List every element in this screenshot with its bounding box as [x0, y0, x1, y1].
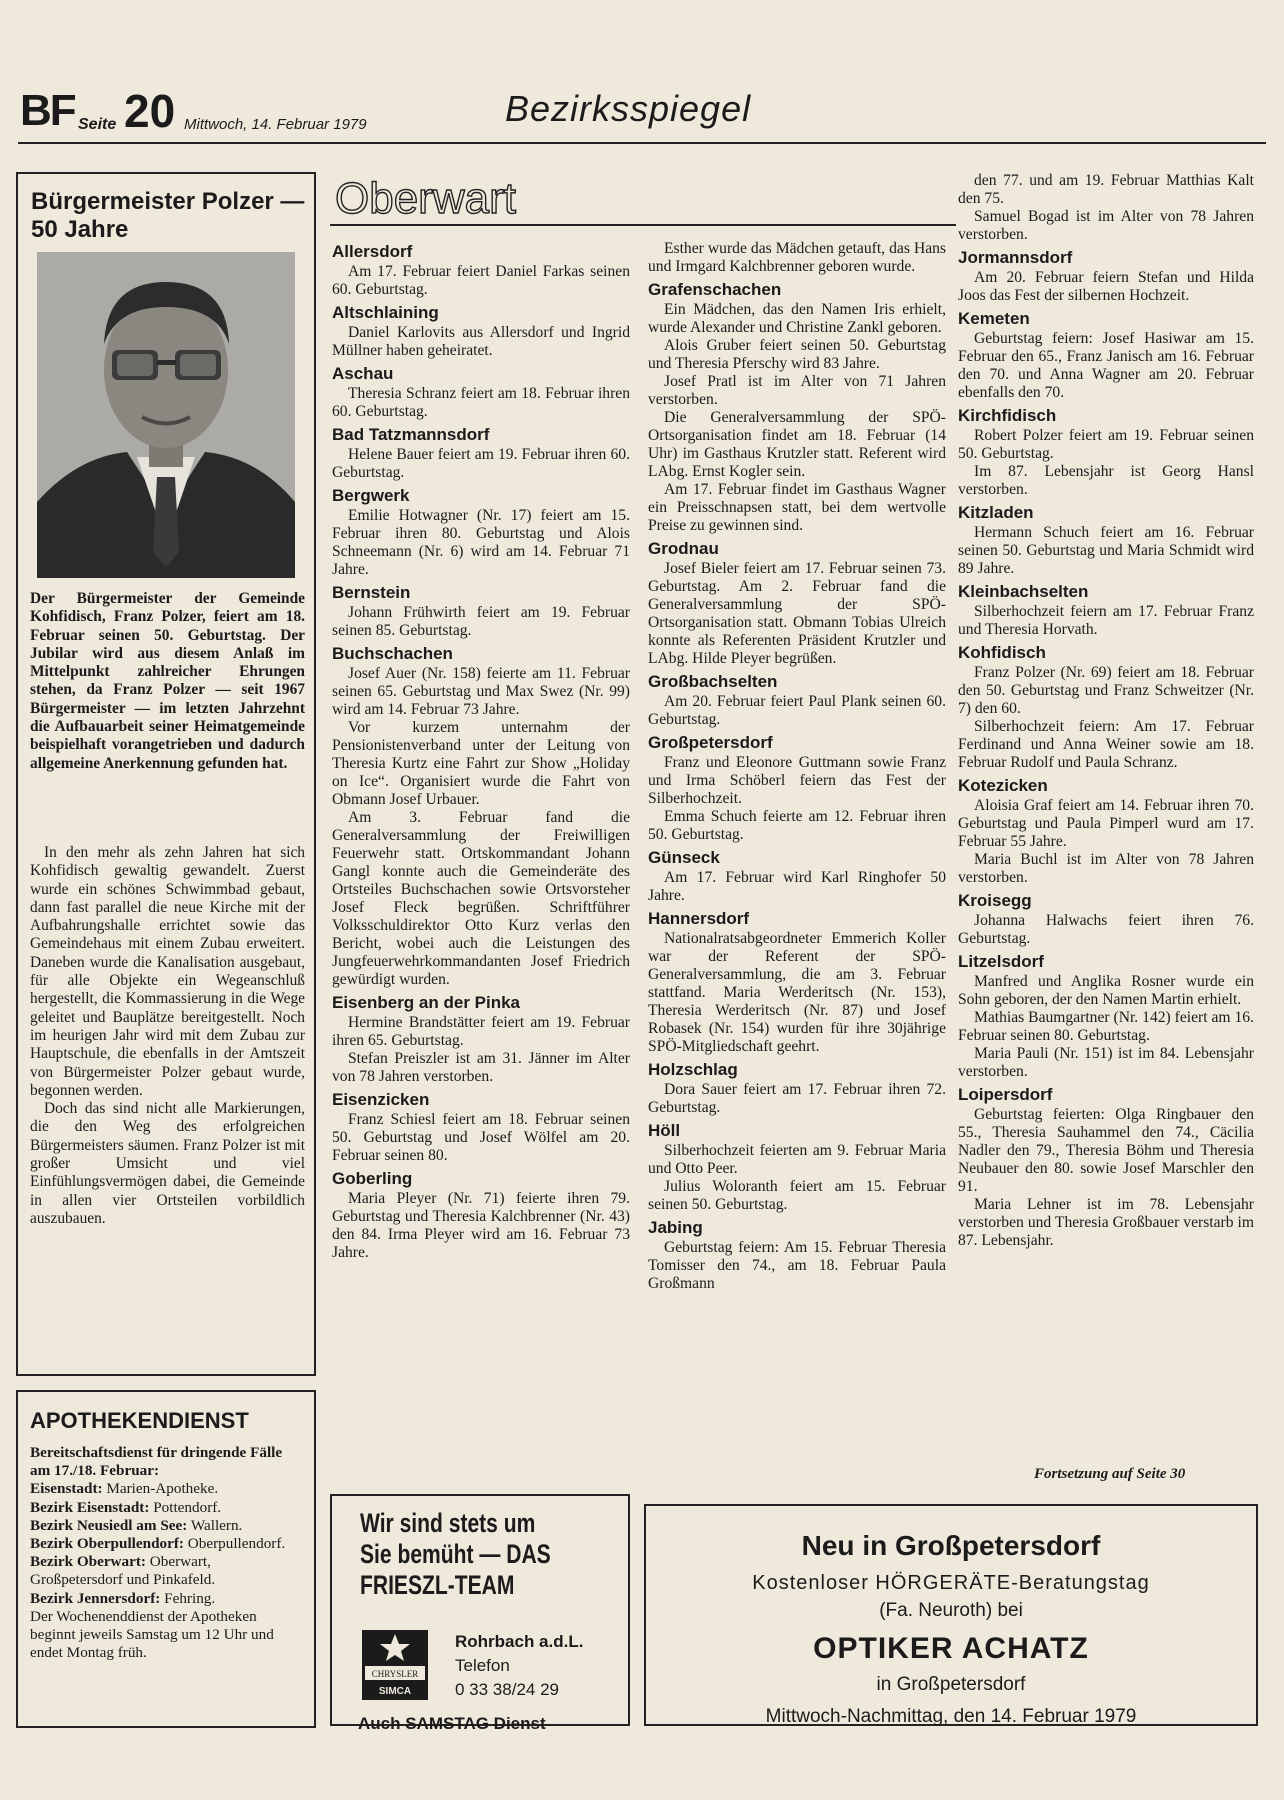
- masthead-rule: [18, 142, 1266, 144]
- news-paragraph: Josef Pratl ist im Alter von 71 Jahren verstorben.: [648, 373, 946, 408]
- news-paragraph: Johanna Halwachs feiert ihren 76. Geburtstag.: [958, 912, 1254, 947]
- achatz-line-6: Mittwoch-Nachmittag, den 14. Februar 1979: [765, 1706, 1137, 1727]
- news-paragraph: Manfred und Anglika Rosner wurde ein Sohn geboren, der den Namen Martin erhielt.: [958, 973, 1254, 1008]
- polzer-lead: Der Bürgermeister der Gemeinde Kohfidisch, Franz Polzer, feiert am 18. Februar seinen 50. Geburtstag. Der Jubilar wird aus diesem Anlaß im Mittelpunkt zahlreicher Ehrungen stehen, da Franz Polzer — seit 1967 Bürgermeister — im letzten Jahrzehnt die Aufbauarbeit seiner Heimatgemeinde beispielhaft vorangetrieben und dadurch allgemeine Anerkennung gefunden hat.: [30, 590, 305, 772]
- locality-heading: Großpetersdorf: [648, 733, 773, 752]
- locality-heading: Altschlaining: [332, 303, 439, 322]
- locality-heading: Jormannsdorf: [958, 248, 1073, 267]
- polzer-paragraph: Doch das sind nicht alle Markierungen, die den Weg des erfolgreichen Bürgermeisters säumen. Franz Polzer ist mit großer Umsicht und viel Einfühlungsvermögen dabei, die Gemeinde in allen vier Ortsteilen vorbildlich auszubauen.: [30, 1100, 305, 1227]
- news-paragraph: Emilie Hotwagner (Nr. 17) feiert am 15. Februar ihren 80. Geburtstag und Alois Schneemann (Nr. 6) wird am 14. Februar 71 Jahre.: [332, 507, 630, 578]
- frieszl-contact: [455, 1630, 583, 1702]
- locality-heading: Kleinbachselten: [958, 582, 1089, 601]
- achatz-line-5: in Großpetersdorf: [876, 1674, 1026, 1695]
- news-paragraph: Samuel Bogad ist im Alter von 78 Jahren verstorben.: [958, 208, 1254, 243]
- locality-heading: Grodnau: [648, 539, 719, 558]
- oberwart-title: Oberwart: [335, 174, 516, 223]
- locality-heading: Kemeten: [958, 309, 1030, 328]
- frieszl-place: Rohrbach a.d.L.: [455, 1632, 584, 1651]
- locality-heading: Aschau: [332, 364, 394, 383]
- apotheke-line: [30, 1517, 305, 1535]
- oberwart-rule: [330, 224, 956, 226]
- apotheke-pharmacy: Der Wochenenddienst der Apotheken beginnt jeweils Samstag um 12 Uhr und endet Montag früh.: [30, 1607, 274, 1662]
- masthead-seite-label: Seite: [78, 116, 117, 133]
- apotheke-district: Eisenstadt:: [30, 1480, 103, 1498]
- locality-heading: Loipersdorf: [958, 1085, 1053, 1104]
- apotheke-list: [30, 1444, 305, 1662]
- apotheke-district: Bezirk Oberwart:: [30, 1553, 146, 1571]
- locality-heading: Großbachselten: [648, 672, 778, 691]
- chrysler-simca-logo: [362, 1630, 428, 1700]
- logo-simca-text: SIMCA: [378, 1686, 412, 1697]
- news-paragraph: Silberhochzeit feiern am 17. Februar Franz und Theresia Horvath.: [958, 603, 1254, 638]
- section-title: Bezirksspiegel: [505, 88, 752, 129]
- news-column-2: [648, 240, 946, 1293]
- news-paragraph: Maria Buchl ist im Alter von 78 Jahren verstorben.: [958, 851, 1254, 886]
- apotheke-line: [30, 1590, 305, 1608]
- news-paragraph: Johann Frühwirth feiert am 19. Februar seinen 85. Geburtstag.: [332, 604, 630, 639]
- achatz-line-3: (Fa. Neuroth) bei: [879, 1600, 1023, 1621]
- news-paragraph: Dora Sauer feiert am 17. Februar ihren 72. Geburtstag.: [648, 1081, 946, 1116]
- apotheke-line: [30, 1480, 305, 1498]
- news-paragraph: den 77. und am 19. Februar Matthias Kalt den 75.: [958, 172, 1254, 207]
- news-paragraph: Im 87. Lebensjahr ist Georg Hansl verstorben.: [958, 463, 1254, 498]
- news-paragraph: Hermann Schuch feiert am 16. Februar seinen 50. Geburtstag und Maria Schmidt wird 89 Jahre.: [958, 524, 1254, 577]
- polzer-headline: Bürgermeister Polzer — 50 Jahre: [31, 188, 305, 243]
- news-paragraph: Am 3. Februar fand die Generalversammlung der Freiwilligen Feuerwehr statt. Ortskommandant Johann Gangl konnte auch die Gemeinderäte des Ortsteiles Buchschachen sowie Ortsvorsteher Josef Fleck begrüßen. Schriftführer Volksschuldirektor Otto Kurz verlas den Bericht, wobei auch die Leistungen des Jungfeuerwehrkommandanten Josef Friedrich gewürdigt wurden.: [332, 809, 630, 988]
- news-paragraph: Maria Pauli (Nr. 151) ist im 84. Lebensjahr verstorben.: [958, 1045, 1254, 1080]
- achatz-line-4: OPTIKER ACHATZ: [813, 1632, 1089, 1665]
- apotheke-pharmacy: Pottendorf.: [149, 1498, 222, 1516]
- locality-heading: Kitzladen: [958, 503, 1034, 522]
- locality-heading: Allersdorf: [332, 242, 413, 261]
- apotheke-pharmacy: Wallern.: [187, 1516, 243, 1534]
- apotheke-line: [30, 1535, 305, 1553]
- apotheke-headline: APOTHEKENDIENST: [30, 1408, 249, 1433]
- masthead-logo: BF: [20, 86, 75, 135]
- news-paragraph: Emma Schuch feierte am 12. Februar ihren 50. Geburtstag.: [648, 808, 946, 843]
- apotheke-district: Bezirk Oberpullendorf:: [30, 1535, 184, 1553]
- apotheke-pharmacy: Oberwart, Großpetersdorf und Pinkafeld.: [30, 1553, 216, 1589]
- polzer-paragraph: In den mehr als zehn Jahren hat sich Kohfidisch gewaltig gewandelt. Zuerst wurde ein schönes Schwimmbad gebaut, dann fast parallel die neue Kirche mit der Aufbahrungshalle errichtet sowie das Gemeindehaus mit einem Zubau erweitert. Daneben wurde die Kanalisation ausgebaut, für alle Objekte ein Wegeanschluß hergestellt, die Kommassierung in die Wege geleitet und Bauplätze bereitgestellt. Noch im heurigen Jahr wird mit dem Zubau zur Hauptschule, die ebenfalls in der Amtszeit von Bürgermeister Polzer gebaut wurde, begonnen werden.: [30, 844, 305, 1099]
- locality-heading: Kotezicken: [958, 776, 1048, 795]
- news-paragraph: Robert Polzer feiert am 19. Februar seinen 50. Geburtstag.: [958, 427, 1254, 462]
- news-paragraph: Maria Lehner ist im 78. Lebensjahr verstorben und Theresia Großbauer verstarb im 87. Lebensjahr.: [958, 1196, 1254, 1249]
- news-paragraph: Maria Pleyer (Nr. 71) feierte ihren 79. Geburtstag und Theresia Kalchbrenner (Nr. 43) den 84. Irma Pleyer wird am 16. Februar 73 Jahre.: [332, 1190, 630, 1261]
- news-paragraph: Vor kurzem unternahm der Pensionistenverband unter der Leitung von Theresia Kurtz eine Fahrt zur Show „Holiday on Ice“. Organisiert wurde die Fahrt von Obmann Josef Urbauer.: [332, 719, 630, 808]
- locality-heading: Grafenschachen: [648, 280, 782, 299]
- locality-heading: Eisenzicken: [332, 1090, 430, 1109]
- locality-heading: Höll: [648, 1121, 681, 1140]
- frieszl-phone-label: Telefon: [455, 1656, 510, 1675]
- apotheke-district: Bezirk Neusiedl am See:: [30, 1516, 188, 1534]
- locality-heading: Goberling: [332, 1169, 413, 1188]
- news-paragraph: Am 20. Februar feiern Stefan und Hilda Joos das Fest der silbernen Hochzeit.: [958, 269, 1254, 304]
- apotheke-district: Bezirk Eisenstadt:: [30, 1498, 150, 1516]
- apotheke-line: [30, 1608, 305, 1663]
- portrait-photo: [37, 252, 295, 578]
- news-paragraph: Geburtstag feiern: Am 15. Februar Theresia Tomisser den 74., am 18. Februar Paula Großmann: [648, 1239, 946, 1292]
- locality-heading: Günseck: [648, 848, 720, 867]
- news-paragraph: Am 17. Februar findet im Gasthaus Wagner ein Preisschnapsen statt, bei dem wertvolle Preise zu gewinnen sind.: [648, 481, 946, 534]
- locality-heading: Litzelsdorf: [958, 952, 1044, 971]
- continuation-note: Fortsetzung auf Seite 30: [1034, 1466, 1186, 1482]
- news-paragraph: Mathias Baumgartner (Nr. 142) feiert am 16. Februar seinen 80. Geburtstag.: [958, 1009, 1254, 1044]
- news-paragraph: Franz Polzer (Nr. 69) feiert am 18. Februar den 50. Geburtstag und Franz Schweitzer (Nr. 7) den 60.: [958, 664, 1254, 717]
- locality-heading: Eisenberg an der Pinka: [332, 993, 521, 1012]
- news-paragraph: Theresia Schranz feiert am 18. Februar ihren 60. Geburtstag.: [332, 385, 630, 420]
- news-paragraph: Die Generalversammlung der SPÖ-Ortsorganisation findet am 18. Februar (14 Uhr) im Gasthaus Krutzler statt. Referent wird LAbg. Ernst Kogler sein.: [648, 409, 946, 480]
- news-paragraph: Esther wurde das Mädchen getauft, das Hans und Irmgard Kalchbrenner geboren wurde.: [648, 240, 946, 275]
- news-paragraph: Hermine Brandstätter feiert am 19. Februar ihren 65. Geburtstag.: [332, 1014, 630, 1049]
- news-paragraph: Am 17. Februar wird Karl Ringhofer 50 Jahre.: [648, 869, 946, 904]
- locality-heading: Bernstein: [332, 583, 411, 602]
- locality-heading: Kirchfidisch: [958, 406, 1057, 425]
- news-paragraph: Alois Gruber feiert seinen 50. Geburtstag und Theresia Pferschy wird 83 Jahre.: [648, 337, 946, 372]
- news-paragraph: Josef Auer (Nr. 158) feierte am 11. Februar seinen 65. Geburtstag und Max Swez (Nr. 99) wird am 14. Februar 73 Jahre.: [332, 665, 630, 718]
- achatz-line-2: Kostenloser HÖRGERÄTE-Beratungstag: [752, 1572, 1150, 1594]
- achatz-line-1: Neu in Großpetersdorf: [801, 1530, 1101, 1561]
- locality-heading: Bergwerk: [332, 486, 410, 505]
- news-paragraph: Am 17. Februar feiert Daniel Farkas seinen 60. Geburtstag.: [332, 263, 630, 298]
- apotheke-line: [30, 1553, 305, 1589]
- apotheke-district: Bezirk Jennersdorf:: [30, 1589, 161, 1607]
- issue-date: Mittwoch, 14. Februar 1979: [184, 116, 367, 133]
- locality-heading: Hannersdorf: [648, 909, 750, 928]
- locality-heading: Jabing: [648, 1218, 703, 1237]
- locality-heading: Holzschlag: [648, 1060, 738, 1079]
- frieszl-ad-headline: Wir sind stets um Sie bemüht — DAS FRIESZL-TEAM: [360, 1508, 551, 1600]
- news-paragraph: Silberhochzeit feiern: Am 17. Februar Ferdinand und Anna Weiner sowie am 18. Februar Rudolf und Paula Schranz.: [958, 718, 1254, 771]
- locality-heading: Kohfidisch: [958, 643, 1046, 662]
- locality-heading: Kroisegg: [958, 891, 1032, 910]
- frieszl-footer: Auch SAMSTAG Dienst: [358, 1714, 546, 1733]
- apotheke-line: [30, 1444, 305, 1480]
- news-paragraph: Franz Schiesl feiert am 18. Februar seinen 50. Geburtstag und Josef Wölfel am 20. Februar seinen 80.: [332, 1111, 630, 1164]
- news-paragraph: Daniel Karlovits aus Allersdorf und Ingrid Müllner haben geheiratet.: [332, 324, 630, 359]
- news-column-1: [332, 238, 630, 1262]
- news-paragraph: Stefan Preiszler ist am 31. Jänner im Alter von 78 Jahren verstorben.: [332, 1050, 630, 1085]
- page-number: 20: [124, 85, 176, 137]
- news-paragraph: Franz und Eleonore Guttmann sowie Franz und Irma Schöberl feiern das Fest der Silberhochzeit.: [648, 754, 946, 807]
- logo-chrysler-text: CHRYSLER: [371, 1669, 419, 1679]
- frieszl-phone: 0 33 38/24 29: [455, 1680, 559, 1699]
- news-paragraph: Nationalratsabgeordneter Emmerich Koller war der Referent der SPÖ-Generalversammlung, die am 3. Februar stattfand. Maria Werderitsch (Nr. 153), Theresia Werderitsch (Nr. 87) und Josef Robasek (Nr. 154) wurden für ihre 30jährige SPÖ-Mitgliedschaft geehrt.: [648, 930, 946, 1055]
- news-column-3: [958, 172, 1254, 1250]
- apotheke-pharmacy: Oberpullendorf.: [183, 1535, 286, 1553]
- news-paragraph: Julius Woloranth feiert am 15. Februar seinen 50. Geburtstag.: [648, 1178, 946, 1213]
- news-paragraph: Aloisia Graf feiert am 14. Februar ihren 70. Geburtstag und Paula Pimperl wurd am 17. Februar 55 Jahre.: [958, 797, 1254, 850]
- polzer-body: [30, 844, 305, 1228]
- apotheke-district: Bereitschaftsdienst für dringende Fälle am 17./18. Februar:: [30, 1444, 283, 1480]
- news-paragraph: Silberhochzeit feierten am 9. Februar Maria und Otto Peer.: [648, 1142, 946, 1177]
- news-paragraph: Am 20. Februar feiert Paul Plank seinen 60. Geburtstag.: [648, 693, 946, 728]
- news-paragraph: Helene Bauer feiert am 19. Februar ihren 60. Geburtstag.: [332, 446, 630, 481]
- locality-heading: Bad Tatzmannsdorf: [332, 425, 490, 444]
- news-paragraph: Geburtstag feiern: Josef Hasiwar am 15. Februar den 65., Franz Janisch am 16. Februar den 70. und Anna Wagner am 20. Februar ebenfalls den 70.: [958, 330, 1254, 401]
- news-paragraph: Josef Bieler feiert am 17. Februar seinen 73. Geburtstag. Am 2. Februar fand die Generalversammlung der SPÖ-Ortsorganisation statt. Obmann Tobias Ulreich konnte als Referenten Präsident Krutzler und LAbg. Hilde Pleyer begrüßen.: [648, 560, 946, 667]
- apotheke-pharmacy: Fehring.: [160, 1589, 216, 1607]
- apotheke-line: [30, 1499, 305, 1517]
- news-paragraph: Ein Mädchen, das den Namen Iris erhielt, wurde Alexander und Christine Zankl geboren.: [648, 301, 946, 336]
- locality-heading: Buchschachen: [332, 644, 453, 663]
- apotheke-pharmacy: Marien-Apotheke.: [102, 1480, 219, 1498]
- news-paragraph: Geburtstag feierten: Olga Ringbauer den 55., Theresia Sauhammel den 74., Cäcilia Nadler den 79., Theresia Böhm und Theresia Neubauer den 80. sowie Josef Marschler den 91.: [958, 1106, 1254, 1195]
